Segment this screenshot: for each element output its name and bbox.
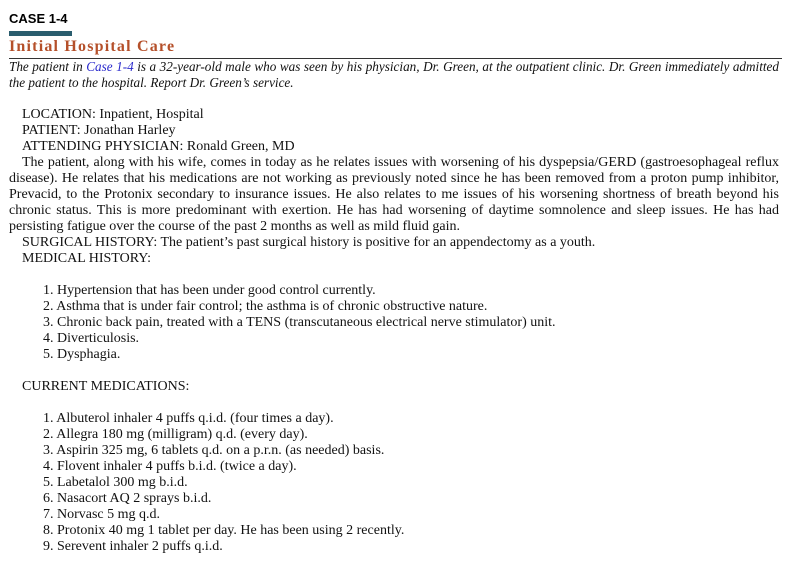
intro-text-end: is a 32-year-old male who was seen by his physician, Dr. Green, at the outpatient clinic. Dr. Green immediately admitted the patient to the hospital. Report Dr. Green’s service. xyxy=(9,59,779,90)
spacer xyxy=(9,395,779,411)
list-item: 6. Nasacort AQ 2 sprays b.i.d. xyxy=(43,491,212,506)
list-item: 3. Aspirin 325 mg, 6 tablets q.d. on a p.r.n. (as needed) basis. xyxy=(43,443,385,458)
case-accent-bar xyxy=(9,31,72,36)
location-line: LOCATION: Inpatient, Hospital xyxy=(22,107,204,122)
intro-text-start: The patient in xyxy=(9,59,87,74)
list-item: 5. Labetalol 300 mg b.i.d. xyxy=(43,475,188,490)
list-item: 1. Hypertension that has been under good control currently. xyxy=(43,283,376,298)
list-item: 9. Serevent inhaler 2 puffs q.i.d. xyxy=(43,539,223,554)
list-item: 2. Asthma that is under fair control; the asthma is of chronic obstructive nature. xyxy=(43,299,488,314)
spacer xyxy=(9,363,779,379)
medical-history-list xyxy=(9,283,779,363)
current-medications-heading: CURRENT MEDICATIONS: xyxy=(22,379,190,394)
list-item: 2. Allegra 180 mg (milligram) q.d. (every day). xyxy=(43,427,308,442)
patient-record xyxy=(9,107,779,555)
case-label: CASE 1-4 xyxy=(9,11,68,26)
current-medications-list xyxy=(9,411,779,555)
list-item: 7. Norvasc 5 mg q.d. xyxy=(43,507,161,522)
list-item: 8. Protonix 40 mg 1 tablet per day. He has been using 2 recently. xyxy=(43,523,405,538)
list-item: 5. Dysphagia. xyxy=(43,347,121,362)
spacer xyxy=(9,267,779,283)
attending-physician-line: ATTENDING PHYSICIAN: Ronald Green, MD xyxy=(22,139,295,154)
medical-history-heading: MEDICAL HISTORY: xyxy=(22,251,152,266)
list-item: 3. Chronic back pain, treated with a TENS (transcutaneous electrical nerve stimulator) unit. xyxy=(43,315,556,330)
list-item: 1. Albuterol inhaler 4 puffs q.i.d. (four times a day). xyxy=(43,411,334,426)
patient-line: PATIENT: Jonathan Harley xyxy=(22,123,176,138)
intro-paragraph xyxy=(9,59,779,91)
history-narrative: The patient, along with his wife, comes in today as he relates issues with worsening of his dyspepsia/GERD (gastroesophageal reflux disease). He relates that his medications are not working as previously noted since he has been removed from a proton pump inhibitor, Prevacid, to the Protonix secondary to insurance issues. He also relates to me issues of his worsening shortness of breath beyond his chronic status. This is more predominant with exertion. He has had worsening of daytime somnolence and sleep issues. He has had persisting fatigue over the course of the past 2 months as well as mild fluid gain. xyxy=(9,155,779,234)
surgical-history: SURGICAL HISTORY: The patient’s past surgical history is positive for an appendectomy as a youth. xyxy=(22,235,596,250)
case-link[interactable]: Case 1-4 xyxy=(86,59,134,74)
list-item: 4. Diverticulosis. xyxy=(43,331,140,346)
section-title: Initial Hospital Care xyxy=(9,38,176,55)
list-item: 4. Flovent inhaler 4 puffs b.i.d. (twice a day). xyxy=(43,459,297,474)
